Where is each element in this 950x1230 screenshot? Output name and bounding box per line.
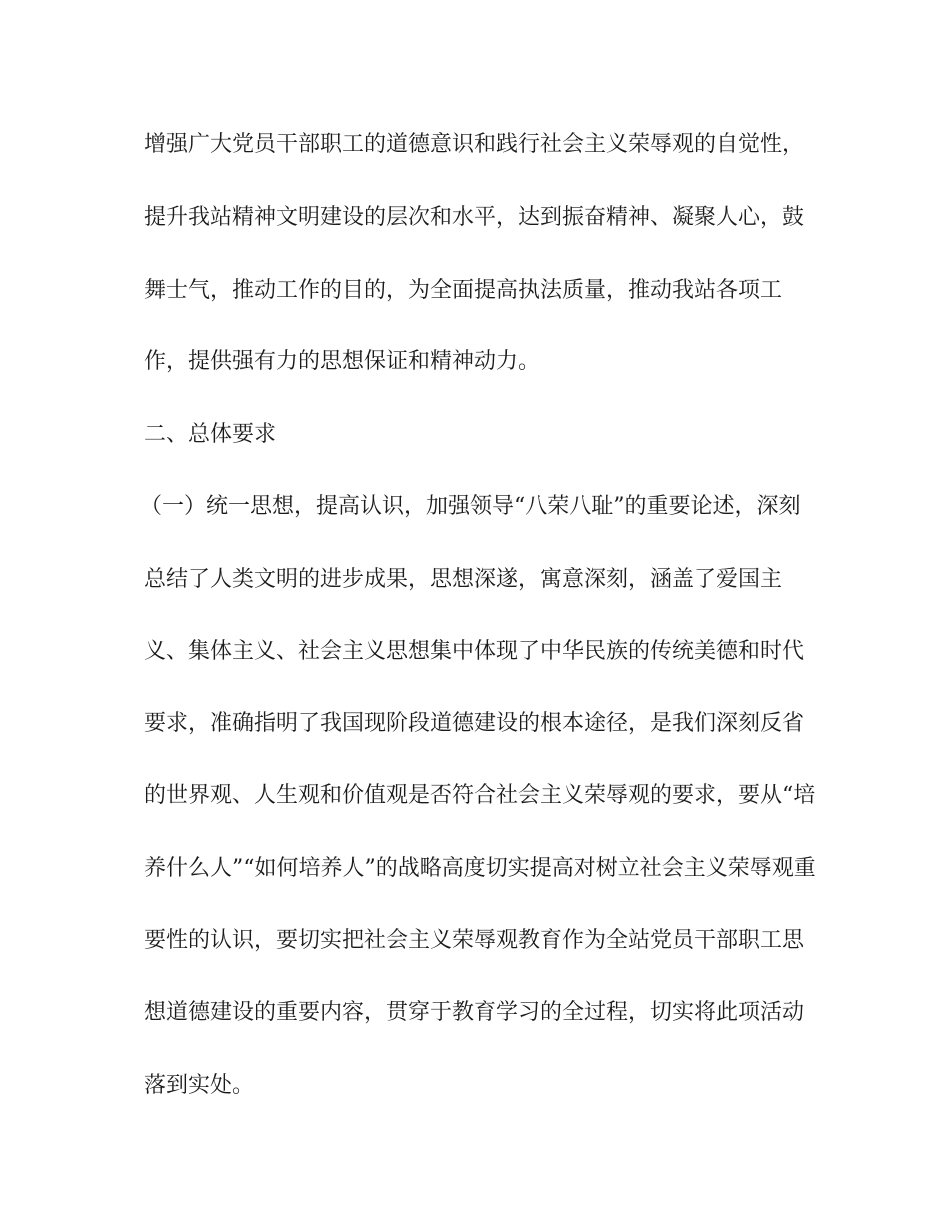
body-text-line: 想道德建设的重要内容，贯穿于教育学习的全过程，切实将此项活动 (144, 1000, 805, 1025)
body-text-line: 要求，准确指明了我国现阶段道德建设的根本途径，是我们深刻反省 (144, 711, 805, 736)
body-text-line: 增强广大党员干部职工的道德意识和践行社会主义荣辱观的自觉性， (144, 132, 805, 157)
body-text-line: 提升我站精神文明建设的层次和水平，达到振奋精神、凝聚人心，鼓 (144, 205, 805, 230)
body-text-line: 作，提供强有力的思想保证和精神动力。 (144, 349, 541, 374)
body-text-line: 舞士气，推动工作的目的，为全面提高执法质量，推动我站各项工 (144, 278, 783, 303)
body-text-line: 的世界观、人生观和价值观是否符合社会主义荣辱观的要求，要从“培 (144, 783, 816, 808)
body-text-line: 养什么人”“如何培养人”的战略高度切实提高对树立社会主义荣辱观重 (144, 856, 816, 881)
body-text-line: 义、集体主义、社会主义思想集中体现了中华民族的传统美德和时代 (144, 639, 805, 664)
body-text-line: （一）统一思想，提高认识，加强领导“八荣八耻”的重要论述，深刻 (140, 494, 801, 519)
body-text-line: 要性的认识，要切实把社会主义荣辱观教育作为全站党员干部职工思 (144, 928, 805, 953)
body-text-line: 总结了人类文明的进步成果，思想深遂，寓意深刻，涵盖了爱国主 (144, 567, 783, 592)
body-text-line: 落到实处。 (144, 1073, 255, 1098)
section-heading: 二、总体要求 (144, 422, 277, 447)
